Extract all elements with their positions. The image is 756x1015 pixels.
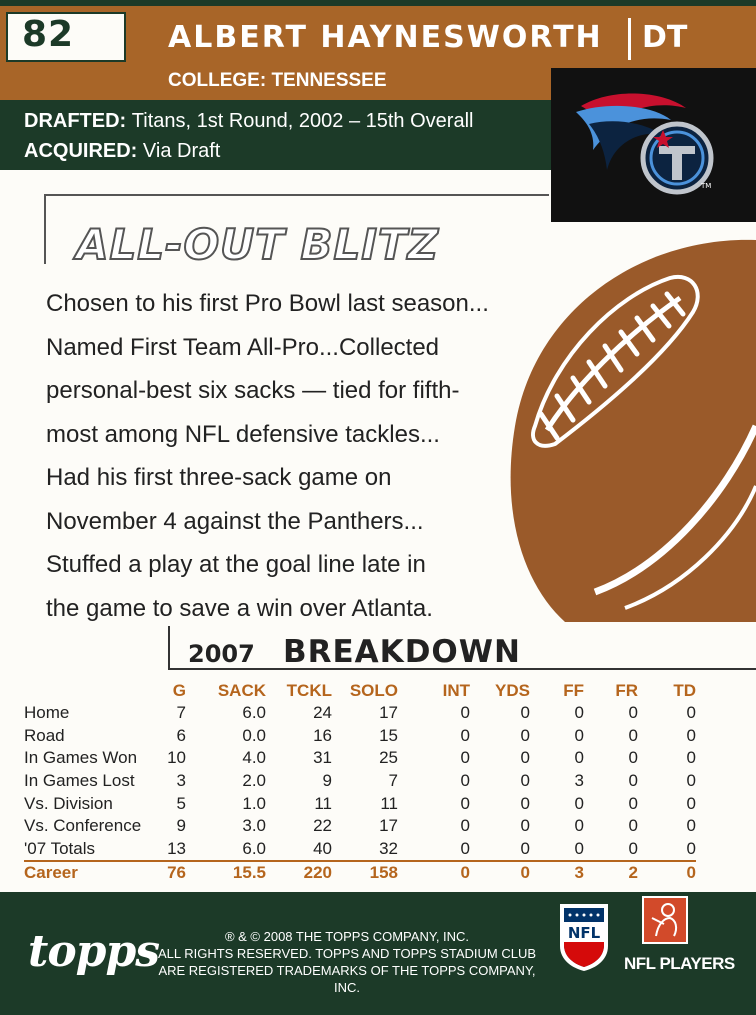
copyright <box>152 928 542 996</box>
stats-row-label: Road <box>24 725 65 745</box>
stats-cell: 16 <box>313 725 332 745</box>
stats-cell: 158 <box>332 861 398 885</box>
bio-line: Chosen to his first Pro Bowl last season... <box>46 290 489 317</box>
stats-cell: 0 <box>520 816 530 836</box>
stats-cell: 0 <box>574 725 584 745</box>
stats-cell: 3.0 <box>242 816 266 836</box>
stats-cell: 15.5 <box>186 861 266 885</box>
table-row <box>24 702 696 725</box>
stats-cell: 11 <box>314 793 332 813</box>
player-position: DT <box>642 20 688 55</box>
stats-cell: 0 <box>574 703 584 723</box>
stats-cell: 5 <box>176 793 186 813</box>
stats-cell: 0 <box>470 861 530 885</box>
bio-line: Stuffed a play at the goal line late in <box>46 551 426 578</box>
table-row <box>24 815 696 838</box>
topps-logo: topps <box>28 926 159 977</box>
stats-cell: 0 <box>628 793 638 813</box>
college: COLLEGE: TENNESSEE <box>168 70 387 91</box>
stats-row-label: Home <box>24 703 70 723</box>
stats-cell: 0 <box>574 793 584 813</box>
nfl-shield-icon <box>556 898 612 972</box>
stats-cell: 0 <box>628 771 638 791</box>
stats-cell: 0 <box>638 861 696 885</box>
stats-cell: 10 <box>167 748 186 768</box>
nfl-logo-text: NFL <box>567 924 601 942</box>
bio-line: Named First Team All-Pro...Collected <box>46 333 440 361</box>
stats-cell: 76 <box>164 861 186 885</box>
stats-cell: 15 <box>379 725 398 745</box>
stats-cell: 22 <box>313 816 332 836</box>
svg-text:TM: TM <box>701 182 712 190</box>
acquired-row <box>24 140 220 163</box>
stats-header-cell: INT <box>442 681 470 700</box>
stats-cell: 0 <box>460 725 470 745</box>
stats-cell: 0 <box>460 703 470 723</box>
stats-cell: 11 <box>380 793 398 813</box>
stats-cell: 0 <box>460 838 470 858</box>
nfl-players-text: NFL PLAYERS <box>624 954 735 973</box>
stats-cell: 0 <box>628 725 638 745</box>
stats-cell: 0 <box>574 838 584 858</box>
stats-cell: 6.0 <box>242 703 266 723</box>
stats-cell: 0 <box>574 816 584 836</box>
bio-line: November 4 against the Panthers... <box>46 507 424 535</box>
bio-line: personal-best six sacks — tied for fifth- <box>46 377 460 404</box>
stats-cell: 17 <box>379 703 398 723</box>
stats-header-cell: FR <box>615 681 638 700</box>
stats-cell: 0 <box>686 725 696 745</box>
stats-cell: 0.0 <box>242 725 266 745</box>
stats-header-cell: SOLO <box>349 681 398 700</box>
stats-cell: 13 <box>167 838 186 858</box>
copyright-line: ALL RIGHTS RESERVED. TOPPS AND TOPPS STADIUM CLUB <box>157 946 537 961</box>
stats-header-cell: SACK <box>217 681 266 700</box>
breakdown-frame-side <box>168 626 170 670</box>
stats-cell: 32 <box>379 838 398 858</box>
nfl-players-icon <box>642 896 688 944</box>
stats-cell: 3 <box>574 771 584 791</box>
breakdown-year: 2007 <box>188 640 255 668</box>
stats-cell: 0 <box>398 861 470 885</box>
stats-cell: 0 <box>520 725 530 745</box>
nfl-players-figure-icon <box>644 898 686 942</box>
player-name: ALBERT HAYNESWORTH <box>168 20 603 55</box>
stats-cell: 6 <box>176 725 186 745</box>
team-logo-box <box>551 68 756 222</box>
table-row <box>24 792 696 815</box>
stats-cell: 3 <box>176 771 186 791</box>
breakdown-title: BREAKDOWN <box>283 634 521 670</box>
copyright-line: ARE REGISTERED TRADEMARKS OF THE TOPPS COMPANY, INC. <box>158 963 536 995</box>
stats-cell: 0 <box>520 703 530 723</box>
drafted-row <box>24 110 473 133</box>
stats-cell: 3 <box>530 861 584 885</box>
table-row <box>24 725 696 748</box>
stats-row-label: Vs. Conference <box>24 816 142 836</box>
bio-line: the game to save a win over Atlanta. <box>46 594 433 622</box>
stats-row-label: Vs. Division <box>24 793 113 813</box>
stats-cell: 2.0 <box>242 771 266 791</box>
stats-cell: 0 <box>460 816 470 836</box>
stats-cell: 0 <box>686 703 696 723</box>
stats-row-label: Career <box>24 861 164 885</box>
stats-cell: 0 <box>686 771 696 791</box>
bio-text <box>46 282 566 630</box>
stats-row-label: In Games Won <box>24 748 138 768</box>
stats-header-cell: TCKL <box>286 681 332 700</box>
table-row <box>24 838 696 862</box>
titans-logo-icon <box>551 68 756 222</box>
stats-cell: 31 <box>313 748 332 768</box>
header-top-stripe <box>0 0 756 6</box>
stats-cell: 17 <box>379 816 398 836</box>
stats-cell: 25 <box>379 748 398 768</box>
stats-cell: 0 <box>686 793 696 813</box>
stats-cell: 0 <box>520 771 530 791</box>
stats-cell: 0 <box>628 838 638 858</box>
stats-row-label: '07 Totals <box>24 838 95 858</box>
stats-cell: 6.0 <box>242 838 266 858</box>
table-row <box>24 770 696 793</box>
stats-cell: 0 <box>520 748 530 768</box>
stats-cell: 0 <box>628 703 638 723</box>
stats-cell: 0 <box>628 816 638 836</box>
stats-header-row <box>24 680 696 702</box>
stats-cell: 0 <box>686 748 696 768</box>
drafted-value: Titans, 1st Round, 2002 – 15th Overall <box>131 110 474 132</box>
stats-header-spacer <box>24 680 164 702</box>
drafted-label: DRAFTED: <box>24 110 127 132</box>
stats-cell: 9 <box>176 816 186 836</box>
stats-cell: 0 <box>520 838 530 858</box>
stats-header-cell: G <box>172 681 186 700</box>
acquired-value: Via Draft <box>142 140 221 162</box>
stats-header-cell: FF <box>563 681 584 700</box>
card-number: 82 <box>22 14 75 55</box>
stats-cell: 0 <box>686 838 696 858</box>
heading-frame-top <box>44 194 549 196</box>
copyright-line: ® & © 2008 THE TOPPS COMPANY, INC. <box>224 929 470 944</box>
section-heading: ALL-OUT BLITZ <box>76 220 440 269</box>
stats-cell: 4.0 <box>242 748 266 768</box>
stats-row-label: In Games Lost <box>24 771 135 791</box>
stats-cell: 9 <box>322 771 332 791</box>
stats-career-row <box>24 861 696 885</box>
stats-header-cell: TD <box>673 681 696 700</box>
stats-cell: 2 <box>584 861 638 885</box>
heading-frame-side <box>44 194 46 264</box>
stats-cell: 0 <box>460 771 470 791</box>
position-divider <box>628 18 631 60</box>
stats-cell: 7 <box>176 703 186 723</box>
stats-cell: 0 <box>574 748 584 768</box>
bio-line: Had his first three-sack game on <box>46 464 392 491</box>
stats-cell: 0 <box>628 748 638 768</box>
stats-cell: 0 <box>686 816 696 836</box>
stats-table <box>24 680 696 885</box>
stats-cell: 220 <box>266 861 332 885</box>
acquired-label: ACQUIRED: <box>24 140 138 162</box>
stats-cell: 0 <box>460 748 470 768</box>
stats-cell: 24 <box>313 703 332 723</box>
stats-cell: 0 <box>520 793 530 813</box>
stats-header-cell: YDS <box>495 681 530 700</box>
bio-line: most among NFL defensive tackles... <box>46 420 440 448</box>
stats-cell: 40 <box>313 838 332 858</box>
stats-cell: 0 <box>460 793 470 813</box>
stats-cell: 1.0 <box>242 793 266 813</box>
stats-cell: 7 <box>388 771 398 791</box>
table-row <box>24 747 696 770</box>
